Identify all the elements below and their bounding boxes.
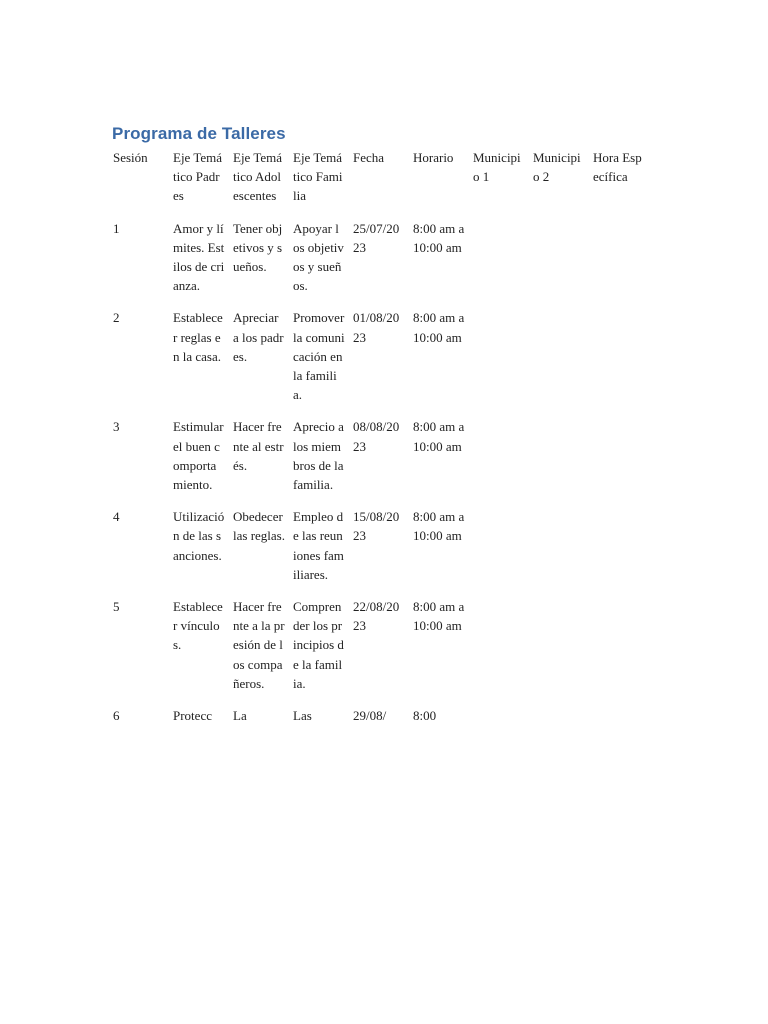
header-cell: Eje Temático Familia [293,150,343,204]
header-cell: Hora Específica [593,150,642,185]
table-cell: Obedecer las reglas. [233,509,285,544]
table-cell: 4 [113,509,120,525]
table-cell: Hacer frente a la presión de los compañeros. [233,599,285,691]
table-cell [469,308,529,417]
table-cell [529,308,589,417]
table-cell: Aprecio a los miembros de la familia. [293,419,344,493]
header-cell: Eje Temático Adolescentes [233,150,283,204]
table-cell: 15/08/2023 [353,509,400,544]
table-row [109,597,649,706]
header-cell: Horario [413,150,454,165]
table-cell [529,507,589,597]
header-cell: Sesión [113,150,148,165]
table-cell [589,219,649,309]
table-cell: 25/07/2023 [353,220,400,255]
table-cell [589,706,649,738]
table-cell [529,417,589,507]
table-cell: Apreciar a los padres. [233,310,284,364]
table-cell: Estimular el buen comportamiento. [173,419,224,493]
table-cell: 01/08/2023 [353,310,400,345]
table-cell [589,507,649,597]
table-cell: Establecer vínculos. [173,599,223,653]
table-cell: Las [293,708,312,724]
table-cell: Apoyar los objetivos y sueños. [293,220,344,294]
table-cell: Empleo de las reuniones familiares. [293,509,344,582]
table-cell: 8:00 am a 10:00 am [413,310,465,345]
table-cell: Comprender los principios de la familia. [293,599,344,691]
table-row [109,706,649,738]
table-cell: 3 [113,419,120,435]
table-cell: Promover la comunicación en la familia. [293,310,345,403]
header-cell: Municipio 1 [473,150,521,185]
table-cell [469,417,529,507]
table-cell: La [233,708,247,724]
table-cell: 1 [113,220,120,236]
header-cell: Fecha [353,150,385,165]
table-row [109,219,649,309]
table-cell: 08/08/2023 [353,419,400,454]
table-cell: 8:00 am a 10:00 am [413,220,465,255]
table-cell [469,597,529,706]
table-cell: 5 [113,599,120,615]
table-cell [529,706,589,738]
table-header-row [109,148,649,219]
table-row [109,507,649,597]
table-row [109,308,649,417]
table-row [109,417,649,507]
table-cell [469,219,529,309]
header-cell: Municipio 2 [533,150,581,185]
table-cell [529,597,589,706]
table-cell: Hacer frente al estrés. [233,419,284,473]
table-cell: 2 [113,310,120,326]
table-cell [529,219,589,309]
table-cell: 8:00 [413,708,437,724]
table-cell: 8:00 am a 10:00 am [413,509,465,544]
table-cell [589,417,649,507]
table-cell: 22/08/2023 [353,599,400,634]
table-cell [589,597,649,706]
header-cell: Eje Temático Padres [173,150,223,204]
table-cell: 6 [113,708,120,724]
table-cell: Utilización de las sanciones. [173,509,225,563]
table-cell: 8:00 am a 10:00 am [413,419,465,454]
table-cell [589,308,649,417]
table-cell: Protecc [173,708,212,724]
workshop-schedule-table [109,148,649,738]
table-cell: 29/08/ [353,708,387,724]
document-title: Programa de Talleres [112,124,286,143]
table-cell: 8:00 am a 10:00 am [413,599,465,634]
table-cell: Amor y límites. Estilos de crianza. [173,220,225,294]
table-cell [469,706,529,738]
table-cell: Tener objetivos y sueños. [233,220,283,275]
table-cell [469,507,529,597]
table-cell: Establecer reglas en la casa. [173,310,223,364]
